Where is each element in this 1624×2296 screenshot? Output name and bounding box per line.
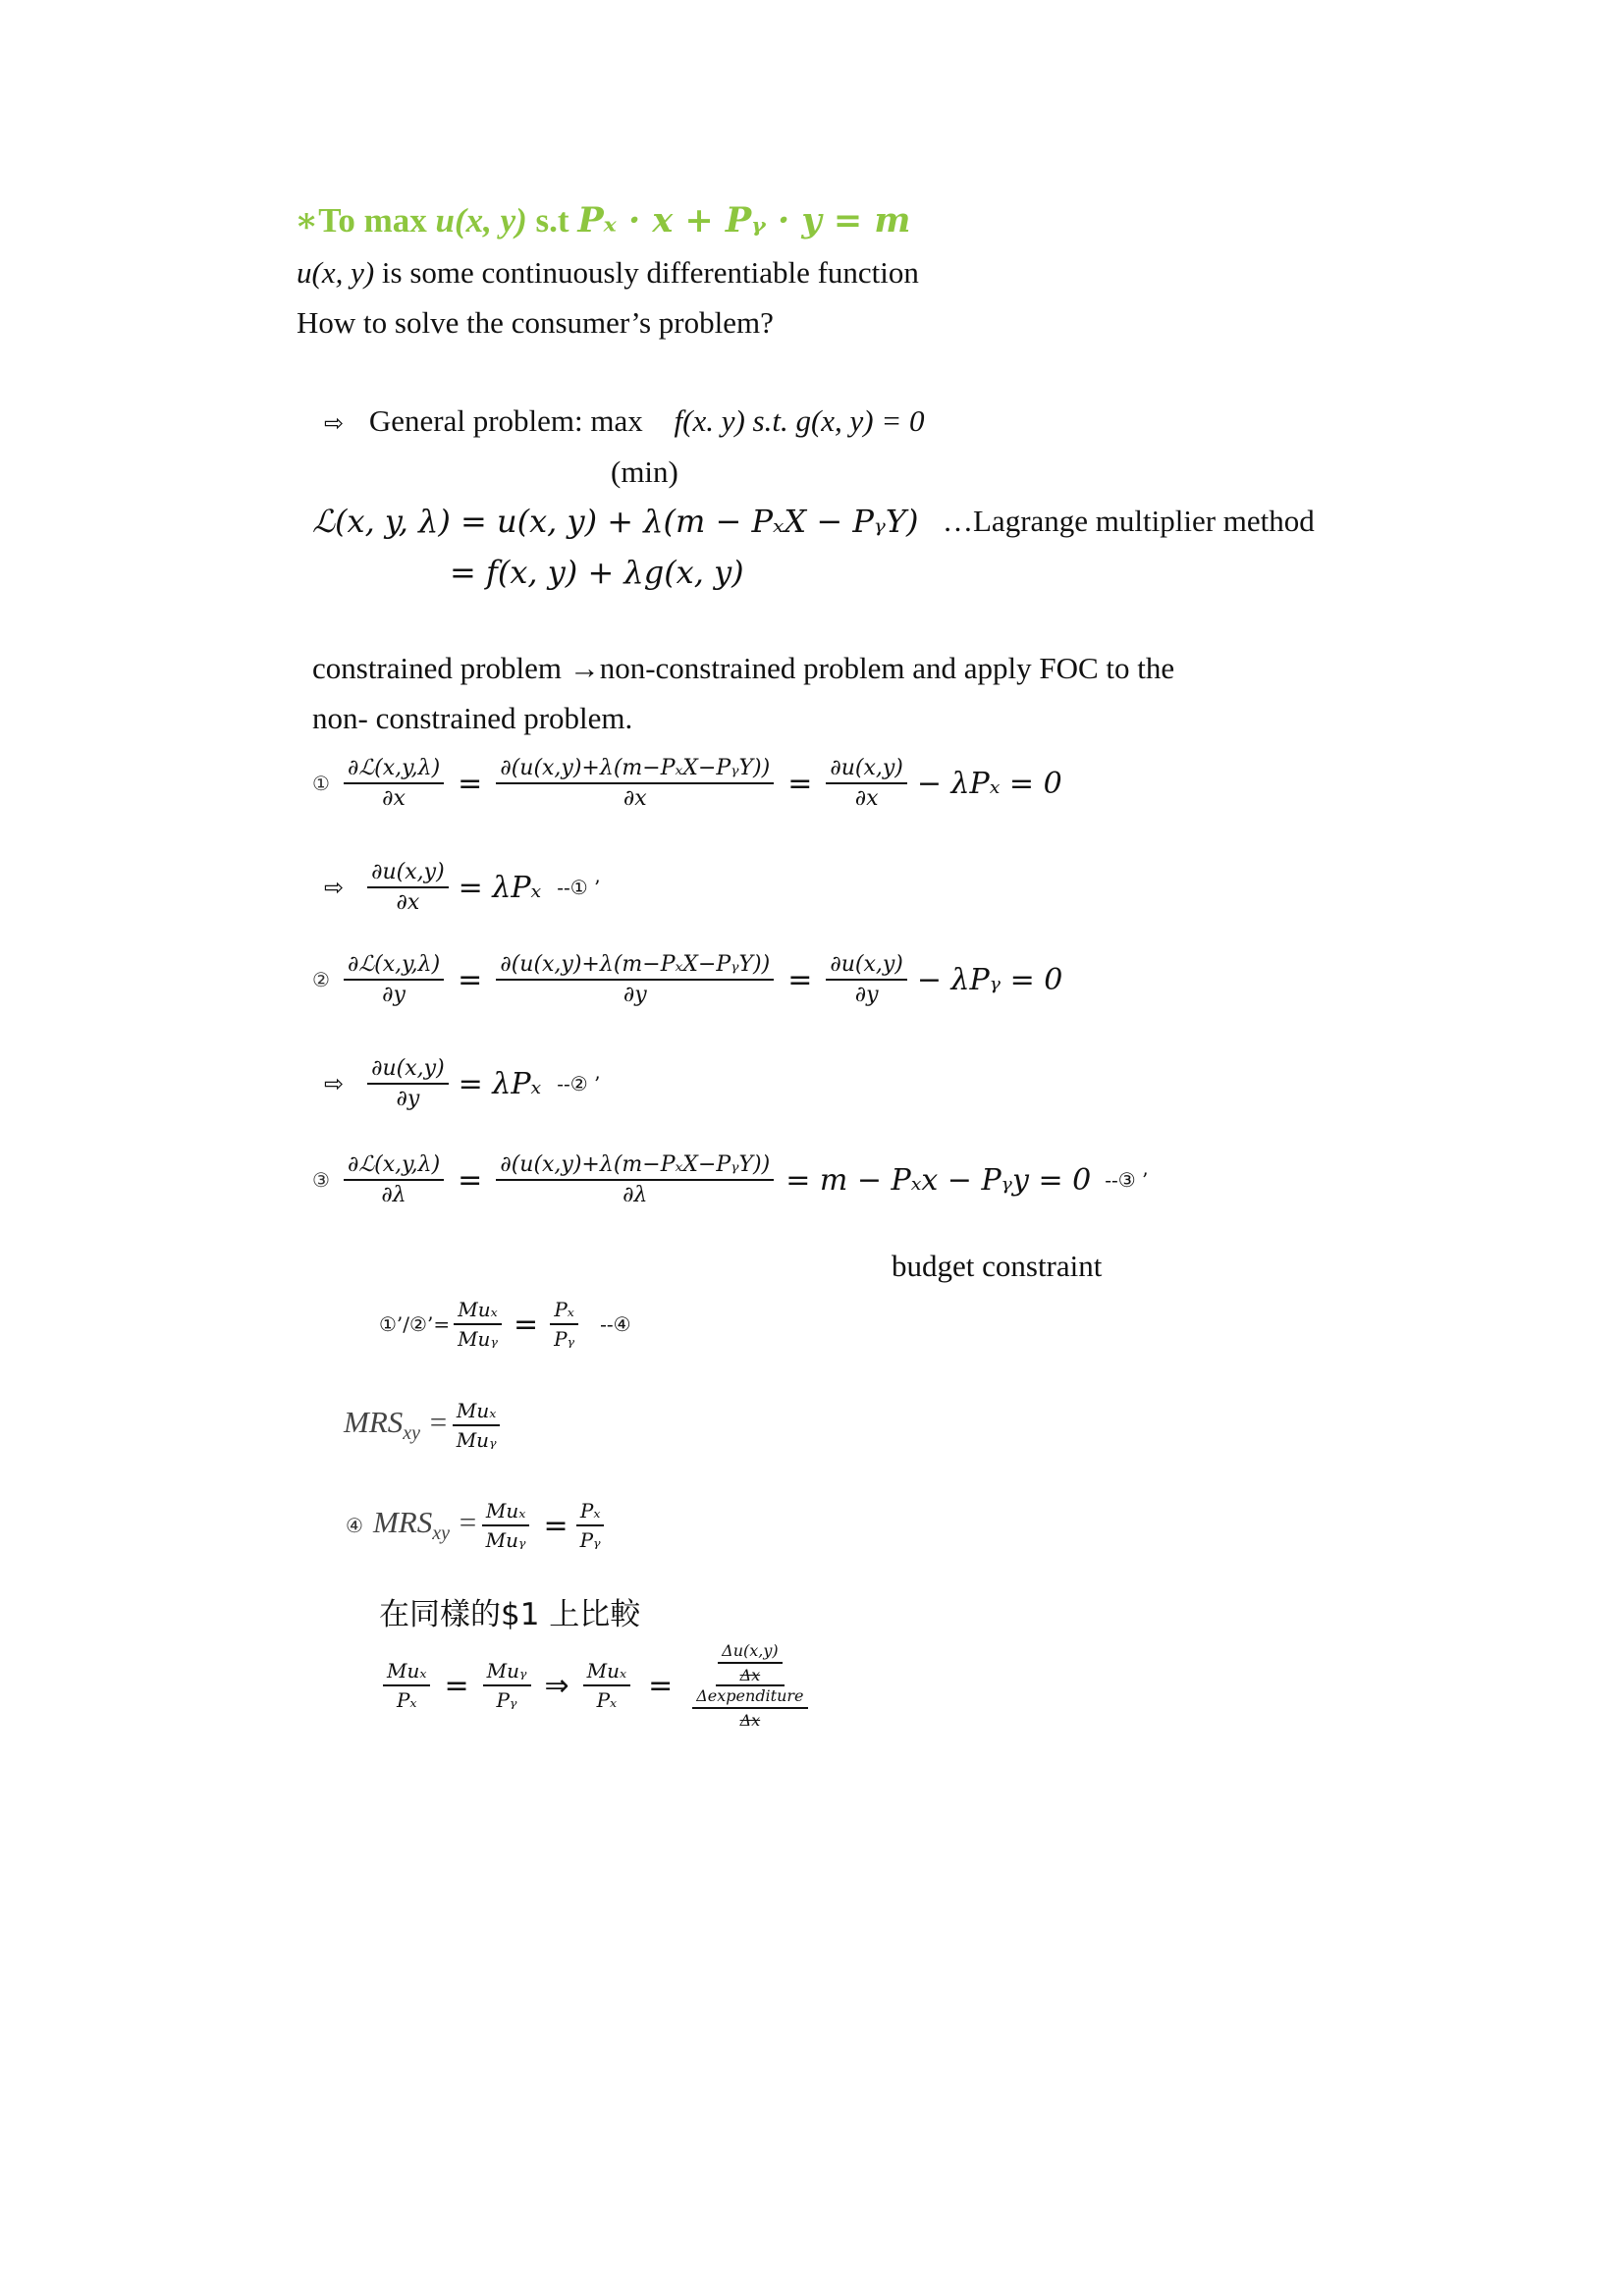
lagrangian-line-2: = f(x, y) + λg(x, y) [450, 554, 744, 591]
lagrange-note: …Lagrange multiplier method [943, 504, 1315, 538]
right-arrow-icon: ⇨ [324, 1070, 345, 1097]
constrained-line-1: constrained problem →non-constrained problem and apply FOC to the [312, 651, 1175, 685]
foc-equation-3: ③ $\frac{\text{∂ℒ(x,y,λ)}}{\partial\lambda}$ = $\frac{\text{∂(u(x,y)+λ(m−PₓX−PᵧY))}}{\partial\lambda}$ = m − Pₓx − Pᵧy = 0 --③ ’ [312, 1152, 1149, 1207]
circled-four-marker: ④ [346, 1514, 363, 1537]
lagrangian-line-1: ℒ(x, y, λ) = u(x, y) + λ(m − PₓX − PᵧY) [312, 503, 919, 540]
general-problem: ⇨ General problem: max f(x. y) s.t. g(x, y) = 0 [324, 403, 925, 438]
intro-line-2: How to solve the consumer’s problem? [297, 305, 774, 340]
final-equation: $\frac{\text{Muₓ}}{\text{Pₓ}}$ = $\frac{\text{Muᵧ}}{\text{Pᵧ}}$ ⇒ $\frac{\text{Muₓ}}{\text{Pₓ}}$ = $\frac{\frac{\Delta u(x,y)}{\Delta x}}{\frac{\text{Δexpenditure}}{\Delta x}}$ [379, 1641, 814, 1730]
foc-derived-1: ⇨ $\frac{\partial u(x,y)}{\partial x}$ = λPₓ --① ’ [324, 860, 601, 915]
constrained-line-2: non- constrained problem. [312, 701, 633, 735]
right-arrow-icon: ⇨ [324, 874, 345, 901]
chinese-note: 在同樣的$1 上比較 [379, 1597, 641, 1632]
implies-arrow-icon: ⇒ [544, 1668, 569, 1703]
budget-constraint-label: budget constraint [892, 1249, 1103, 1283]
circled-one-marker: ① [312, 772, 330, 795]
foc-equation-2: ② $\frac{\text{∂ℒ(x,y,λ)}}{\partial y}$ = $\frac{\text{∂(u(x,y)+λ(m−PₓX−PᵧY))}}{\partial y}$ = $\frac{\partial u(x,y)}{\partial y}$ − λPᵧ = 0 [312, 952, 1063, 1007]
page-heading: ∗To max u(x, y) s.t Pₓ · x + Pᵧ · y = m [295, 200, 911, 240]
mrs-definition: $MRS_{xy}$ = $\frac{\text{Muₓ}}{\text{Muᵧ}}$ [344, 1399, 505, 1452]
circled-two-marker: ② [312, 968, 330, 991]
ratio-equation: ①’/②’= $\frac{\text{Muₓ}}{\text{Muᵧ}}$ = $\frac{\text{Pₓ}}{\text{Pᵧ}}$ --④ [379, 1298, 631, 1351]
right-arrow-icon: ⇨ [324, 409, 345, 437]
asterisk-icon: ∗ [295, 201, 319, 240]
foc-derived-2: ⇨ $\frac{\partial u(x,y)}{\partial y}$ = λPₓ --② ’ [324, 1056, 601, 1111]
foc-equation-1: ① $\frac{\text{∂ℒ(x,y,λ)}}{\partial x}$ = $\frac{\text{∂(u(x,y)+λ(m−PₓX−PᵧY))}}{\partial x}$ = $\frac{\partial u(x,y)}{\partial x}$ − λPₓ = 0 [312, 756, 1062, 811]
min-label: (min) [611, 454, 678, 489]
intro-line-1: u(x, y) is some continuously differentiable function [297, 255, 919, 290]
circled-three-marker: ③ [312, 1168, 330, 1192]
mrs-equation-4: ④ $MRS_{xy}$ = $\frac{\text{Muₓ}}{\text{Muᵧ}}$ = $\frac{\text{Pₓ}}{\text{Pᵧ}}$ [346, 1499, 609, 1552]
